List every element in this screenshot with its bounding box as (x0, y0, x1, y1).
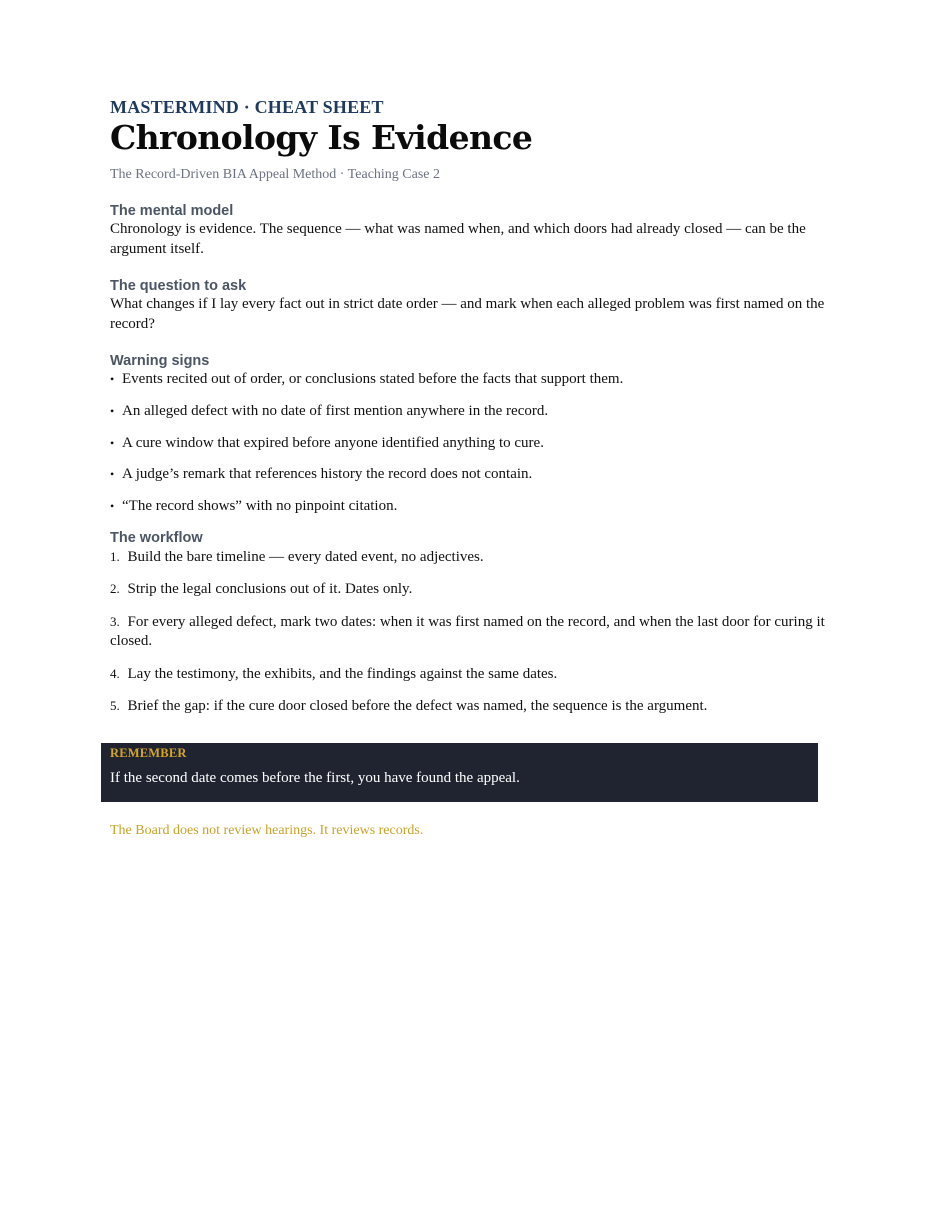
workflow-step (110, 579, 825, 600)
page-title: Chronology Is Evidence (110, 118, 533, 157)
bullet-icon: • (110, 467, 115, 482)
step-number: 2. (110, 581, 120, 597)
section-heading: The workflow (110, 529, 203, 546)
workflow-step (110, 664, 825, 685)
step-number: 4. (110, 665, 120, 681)
step-number: 3. (110, 613, 120, 629)
kicker: MASTERMIND · CHEAT SHEET (110, 97, 384, 117)
section-heading: The question to ask (110, 278, 247, 294)
footer-note: The Board does not review hearings. It reviews records. (110, 823, 424, 838)
callout-label: REMEMBER (110, 746, 187, 760)
list-item (110, 497, 825, 517)
list-item-text: A judge’s remark that references history the record does not contain. (122, 466, 533, 483)
list-item-text: “The record shows” with no pinpoint citation. (122, 498, 398, 515)
workflow-step (110, 612, 825, 652)
list-item-text: A cure window that expired before anyone identified anything to cure. (122, 434, 544, 451)
list-item (110, 434, 825, 454)
bullet-icon: • (110, 499, 115, 514)
step-text: For every alleged defect, mark two dates: when it was first named on the record, and when the last door for curing it closed. (110, 613, 825, 650)
bullet-icon: • (110, 435, 115, 450)
list-item-text: Events recited out of order, or conclusions stated before the facts that support them. (122, 371, 624, 387)
section-heading: The mental model (110, 203, 234, 219)
section-mental-model (110, 202, 825, 259)
workflow-step (110, 547, 825, 568)
cheat-sheet (110, 96, 825, 729)
subtitle: The Record-Driven BIA Appeal Method · Teaching Case 2 (110, 167, 441, 182)
bullet-icon: • (110, 403, 115, 418)
section-question (110, 277, 825, 334)
section-heading: Warning signs (110, 353, 210, 369)
section-text: Chronology is evidence. The sequence — what was named when, and which doors had already closed — can be the argument itself. (110, 221, 806, 257)
callout-text: If the second date comes before the first, you have found the appeal. (110, 770, 520, 786)
remember-callout (101, 743, 818, 802)
list-item (110, 465, 825, 485)
step-text: Lay the testimony, the exhibits, and the findings against the same dates. (127, 665, 558, 682)
section-text: What changes if I lay every fact out in strict date order — and mark when each alleged problem was first named on the record? (110, 296, 825, 332)
step-text: Build the bare timeline — every dated event, no adjectives. (127, 548, 484, 565)
warning-list (110, 370, 825, 517)
step-number: 1. (110, 548, 120, 564)
step-text: Brief the gap: if the cure door closed before the defect was named, the sequence is the argument. (127, 698, 708, 715)
workflow-steps (110, 547, 825, 717)
bullet-icon: • (110, 372, 115, 386)
section-warning-signs (110, 352, 825, 517)
workflow-step (110, 696, 825, 717)
list-item (110, 370, 825, 390)
step-text: Strip the legal conclusions out of it. Dates only. (127, 581, 413, 598)
list-item-text: An alleged defect with no date of first mention anywhere in the record. (122, 402, 549, 419)
step-number: 5. (110, 698, 120, 714)
section-workflow (110, 529, 825, 717)
list-item (110, 402, 825, 422)
